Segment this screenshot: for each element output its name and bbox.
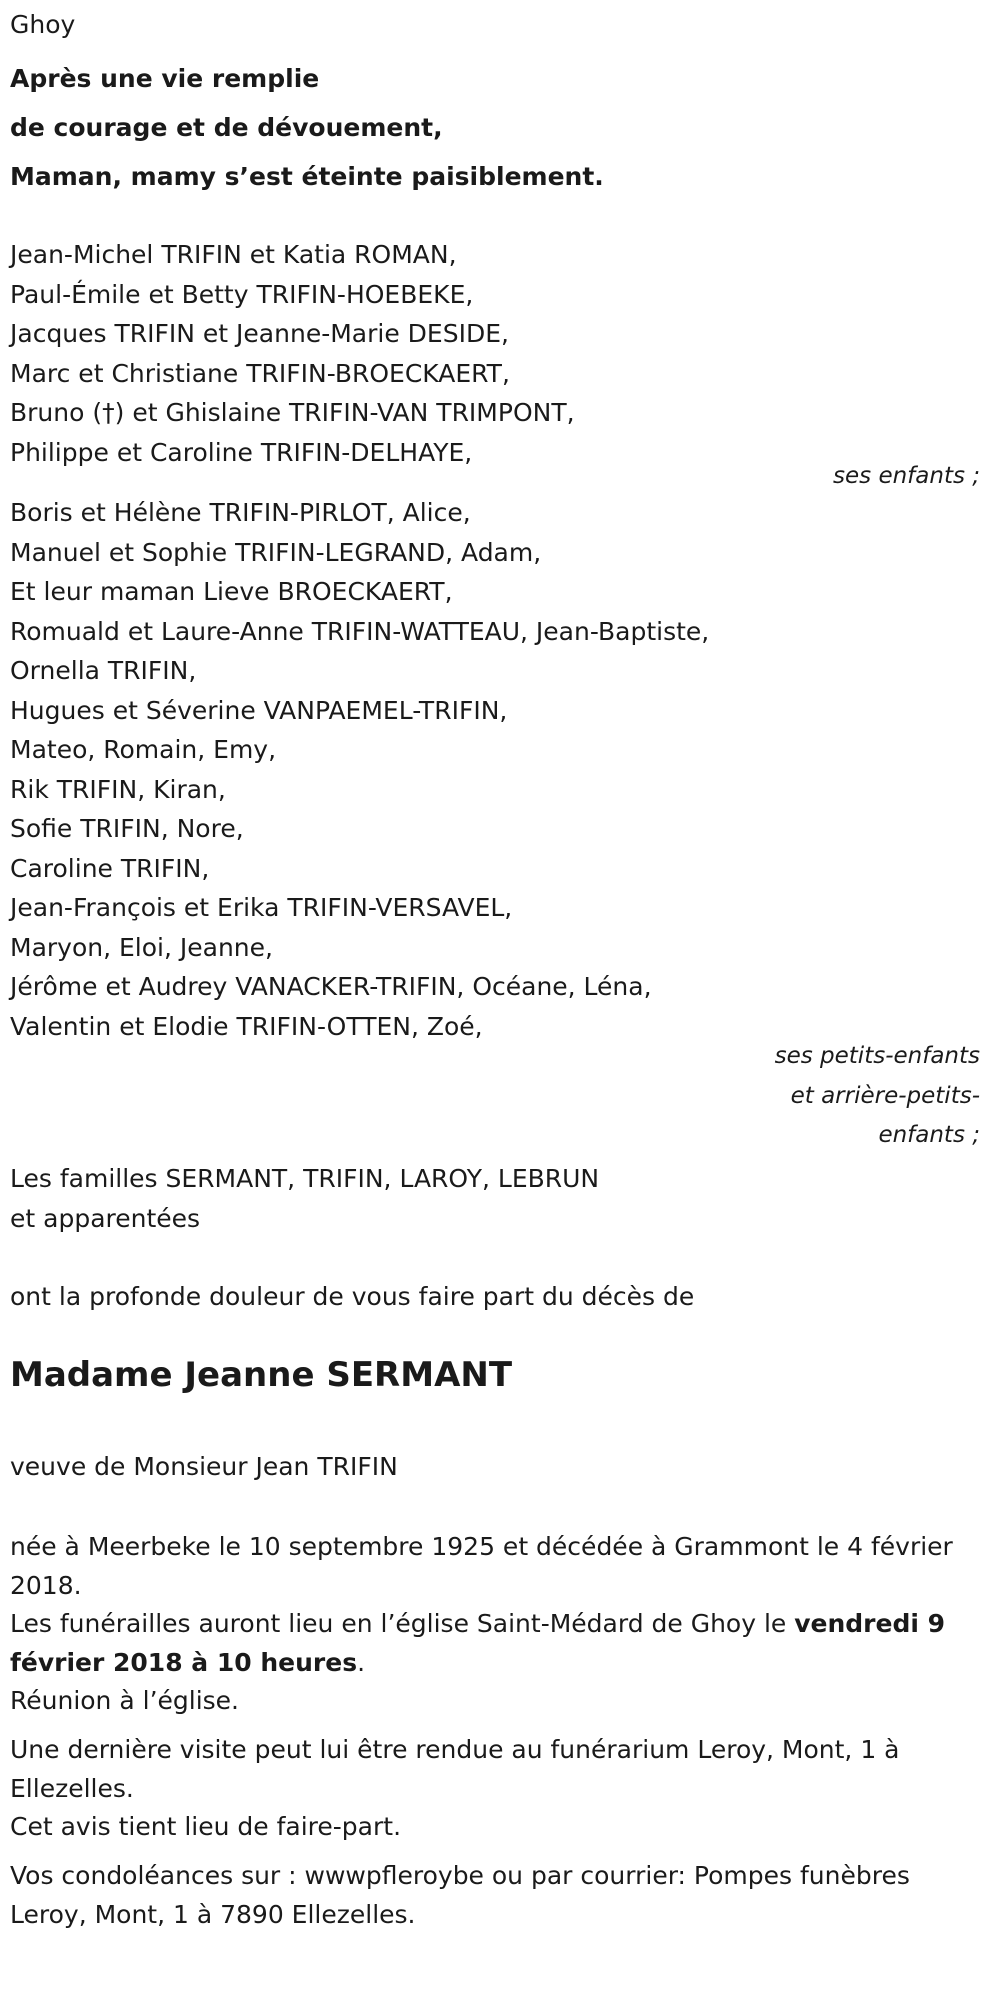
condolences: Vos condoléances sur : wwwpfleroybe ou par courrier: Pompes funèbres Leroy, Mont, 1 à 7890 Ellezelles.: [10, 1861, 910, 1929]
families-line: et apparentées: [10, 1203, 201, 1233]
notice: Cet avis tient lieu de faire-part.: [10, 1812, 402, 1841]
grandchildren-label-line: enfants ;: [878, 1122, 980, 1148]
grandchildren-line: Valentin et Elodie TRIFIN-OTTEN, Zoé,: [10, 1011, 483, 1041]
grandchildren-line: Et leur maman Lieve BROECKAERT,: [10, 577, 453, 606]
children-list: [10, 235, 575, 472]
intro-line: de courage et de dévouement,: [10, 113, 443, 142]
intro-line: Maman, mamy s’est éteinte paisiblement.: [10, 162, 604, 191]
grandchildren-list: [10, 493, 709, 1046]
grandchildren-line: Rik TRIFIN, Kiran,: [10, 774, 226, 804]
funeral-date: vendredi 9 février 2018 à 10 heures: [10, 1609, 946, 1677]
grandchildren-label-line: et arrière-petits-: [790, 1082, 980, 1109]
grandchildren-line: Maryon, Eloi, Jeanne,: [10, 932, 273, 962]
grandchildren-line: Boris et Hélène TRIFIN-PIRLOT, Alice,: [10, 498, 471, 527]
children-line: Jean-Michel TRIFIN et Katia ROMAN,: [10, 240, 457, 269]
families: [10, 1159, 599, 1238]
grandchildren-label-line: ses petits-enfants: [774, 1043, 980, 1069]
funeral-info: [10, 1604, 985, 1682]
children-line: Jacques TRIFIN et Jeanne-Marie DESIDE,: [10, 319, 509, 348]
funeral-end: .: [357, 1648, 366, 1677]
grandchildren-line: Hugues et Séverine VANPAEMEL-TRIFIN,: [10, 695, 508, 725]
widow-of: veuve de Monsieur Jean TRIFIN: [10, 1452, 398, 1481]
children-line: Marc et Christiane TRIFIN-BROECKAERT,: [10, 358, 510, 388]
children-line: Paul-Émile et Betty TRIFIN-HOEBEKE,: [10, 279, 474, 309]
intro-text: [10, 54, 604, 201]
grandchildren-line: Romuald et Laure-Anne TRIFIN-WATTEAU, Jean-Baptiste,: [10, 616, 710, 646]
birth-death: née à Meerbeke le 10 septembre 1925 et décédée à Grammont le 4 février 2018.: [10, 1532, 953, 1600]
announcement: ont la profonde douleur de vous faire part du décès de: [10, 1282, 695, 1311]
grandchildren-line: Caroline TRIFIN,: [10, 853, 210, 883]
intro-line: Après une vie remplie: [10, 64, 320, 93]
grandchildren-line: Manuel et Sophie TRIFIN-LEGRAND, Adam,: [10, 537, 542, 567]
children-line: Bruno (†) et Ghislaine TRIFIN-VAN TRIMPONT,: [10, 398, 575, 427]
grandchildren-line: Ornella TRIFIN,: [10, 656, 197, 685]
families-line: Les familles SERMANT, TRIFIN, LAROY, LEBRUN: [10, 1164, 600, 1193]
grandchildren-line: Sofie TRIFIN, Nore,: [10, 814, 244, 843]
location-heading: Ghoy: [10, 10, 76, 39]
children-line: Philippe et Caroline TRIFIN-DELHAYE,: [10, 437, 473, 467]
visit-info: Une dernière visite peut lui être rendue au funérarium Leroy, Mont, 1 à Ellezelles.: [10, 1735, 900, 1803]
grandchildren-line: Jean-François et Erika TRIFIN-VERSAVEL,: [10, 893, 513, 922]
grandchildren-line: Jérôme et Audrey VANACKER-TRIFIN, Océane, Léna,: [10, 972, 652, 1001]
grandchildren-line: Mateo, Romain, Emy,: [10, 735, 277, 764]
reunion: Réunion à l’église.: [10, 1686, 240, 1715]
deceased-name: Madame Jeanne SERMANT: [10, 1355, 513, 1395]
grandchildren-label: [775, 1037, 980, 1156]
funeral-text: Les funérailles auront lieu en l’église Saint-Médard de Ghoy le: [10, 1609, 795, 1638]
children-label: ses enfants ;: [833, 463, 980, 489]
